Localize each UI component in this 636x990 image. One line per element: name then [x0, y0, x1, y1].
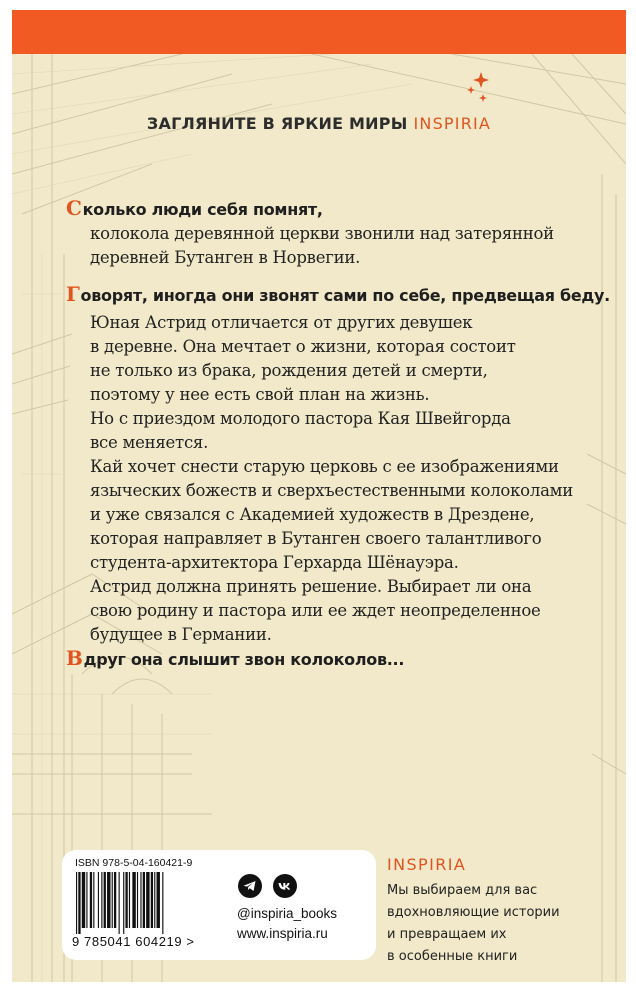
isbn: ISBN 978-5-04-160421-9 — [75, 857, 193, 869]
blurb-line: все меняется. — [90, 433, 209, 452]
barcode-bar — [157, 872, 160, 928]
barcode-bar — [140, 872, 141, 928]
barcode-bar — [125, 872, 127, 928]
drop-cap: С — [66, 196, 82, 220]
barcode-bar — [162, 872, 163, 934]
blurb-line: Кай хочет снести старую церковь с ее изображениями — [90, 457, 559, 476]
blurb-line: поэтому у нее есть свой план на жизнь. — [90, 385, 430, 404]
barcode-bar — [119, 872, 120, 934]
barcode-bar — [146, 872, 149, 928]
sparkle-icon — [464, 70, 494, 106]
series-header-text: ЗАГЛЯНИТЕ В ЯРКИЕ МИРЫ — [146, 114, 408, 133]
drop-cap: В — [66, 646, 83, 670]
blurb-lead-3 — [66, 646, 404, 670]
blurb-line: не только из брака, рождения детей и смерти, — [90, 361, 488, 380]
lead-text: колько люди себя помнят, — [82, 200, 323, 219]
social-links — [238, 874, 304, 900]
blurb-lead-2 — [66, 282, 610, 306]
publisher-logo: INSPIRIA — [387, 855, 467, 874]
blurb-line: Но с приездом молодого пастора Кая Швейгорда — [90, 409, 511, 428]
blurb-line: свою родину и пастора или ее ждет неопределенное — [90, 601, 541, 620]
barcode-bar — [76, 872, 77, 934]
barcode-bar — [137, 872, 138, 928]
barcode-bar — [112, 872, 113, 928]
top-orange-band — [12, 10, 626, 54]
book-back-cover — [12, 10, 626, 982]
publisher-slogan-line: в особенные книги — [387, 949, 518, 964]
barcode — [74, 872, 222, 934]
blurb-line: и уже связался с Академией художеств в Дрездене, — [90, 505, 535, 524]
social-handle[interactable]: @inspiria_books — [237, 906, 338, 921]
vk-icon[interactable] — [273, 874, 297, 898]
blurb-line: деревней Бутанген в Норвегии. — [90, 248, 361, 267]
barcode-bar — [132, 872, 135, 928]
series-header — [12, 114, 626, 134]
blurb-lead-1 — [66, 196, 323, 220]
barcode-bar — [78, 872, 80, 934]
barcode-bar — [143, 872, 145, 928]
barcode-bar — [123, 872, 124, 934]
lead-text: друг она слышит звон колоколов... — [83, 650, 405, 669]
barcode-bar — [82, 872, 85, 928]
barcode-bar — [104, 872, 106, 928]
blurb-line: в деревне. Она мечтает о жизни, которая состоит — [90, 337, 516, 356]
telegram-icon[interactable] — [238, 874, 262, 898]
lead-text: оворят, иногда они звонят сами по себе, предвещая беду. — [80, 286, 610, 305]
publisher-slogan-line: и превращаем их — [387, 927, 507, 942]
barcode-bar — [90, 872, 92, 928]
barcode-bar — [151, 872, 153, 928]
blurb-line: колокола деревянной церкви звонили над затерянной — [90, 224, 554, 243]
drop-cap: Г — [66, 282, 80, 306]
barcode-bar — [98, 872, 99, 928]
blurb-line: языческих божеств и сверхъестественными колоколами — [90, 481, 574, 500]
barcode-bar — [154, 872, 155, 928]
barcode-bar — [101, 872, 102, 928]
blurb-line: студента-архитектора Герхарда Шёнауэра. — [90, 553, 459, 572]
barcode-digits: 9 785041 604219 > — [72, 934, 195, 949]
barcode-bar — [107, 872, 110, 928]
publisher-slogan-line: Мы выбираем для вас — [387, 883, 538, 898]
website-link[interactable]: www.inspiria.ru — [237, 926, 328, 941]
barcode-bar — [129, 872, 130, 928]
blurb-line: Астрид должна принять решение. Выбирает ли она — [90, 577, 532, 596]
blurb-line: которая направляет в Бутанген своего талантливого — [90, 529, 542, 548]
publisher-slogan-line: вдохновляющие истории — [387, 905, 560, 920]
series-header-brand: INSPIRIA — [413, 114, 492, 133]
blurb-line: будущее в Германии. — [90, 625, 272, 644]
imprint-box — [62, 850, 376, 960]
barcode-bar — [93, 872, 94, 928]
blurb-line: Юная Астрид отличается от других девушек — [90, 313, 473, 332]
barcode-bar — [86, 872, 87, 928]
barcode-bar — [114, 872, 116, 928]
